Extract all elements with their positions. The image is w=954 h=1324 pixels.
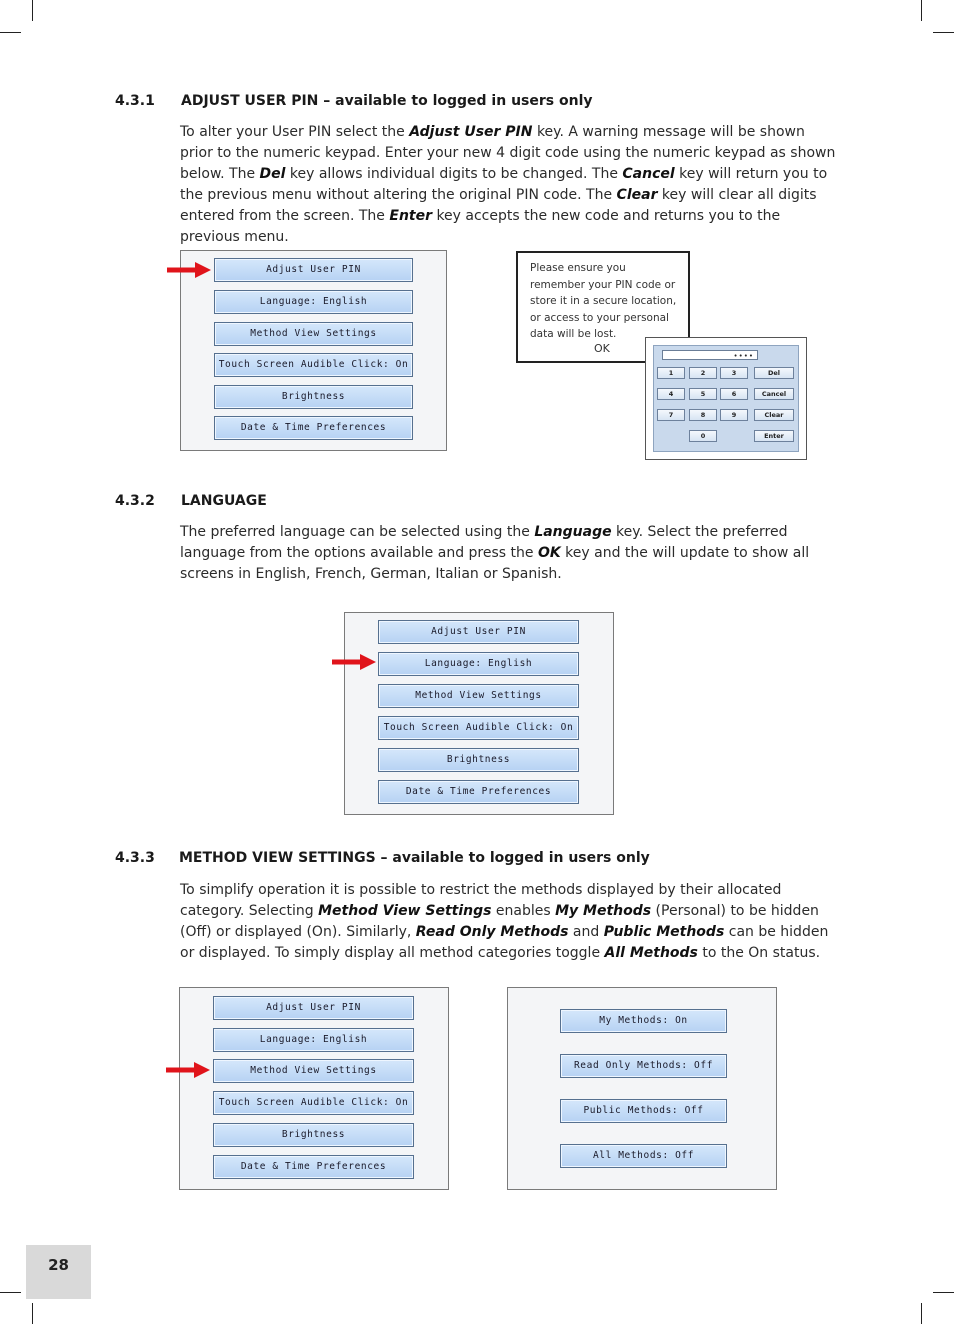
- emphasis-text: Public Methods: [603, 924, 725, 940]
- menu-button[interactable]: My Methods: On: [560, 1009, 727, 1033]
- body-text: key allows individual digits to be changed. The: [285, 166, 623, 182]
- body-text: to the On status.: [697, 945, 821, 961]
- body-text: key accepts the new code and returns you to the previous menu.: [180, 208, 781, 245]
- red-arrow-icon: [166, 1062, 210, 1078]
- keypad-key-2[interactable]: 2: [689, 367, 717, 379]
- emphasis-text: All Methods: [604, 945, 698, 961]
- keypad-key-8[interactable]: 8: [689, 409, 717, 421]
- red-arrow-icon: [167, 262, 211, 278]
- keypad-key-9[interactable]: 9: [720, 409, 748, 421]
- menu-button[interactable]: Adjust User PIN: [213, 996, 414, 1020]
- menu-button[interactable]: Brightness: [378, 748, 579, 772]
- menu-button[interactable]: Date & Time Preferences: [213, 1155, 414, 1179]
- crop-mark: [933, 1292, 954, 1293]
- keypad-key-enter[interactable]: Enter: [754, 430, 794, 442]
- emphasis-text: Method View Settings: [318, 903, 492, 919]
- keypad-key-3[interactable]: 3: [720, 367, 748, 379]
- keypad-key-1[interactable]: 1: [657, 367, 685, 379]
- section-number: 4.3.2: [115, 493, 155, 509]
- emphasis-text: Read Only Methods: [415, 924, 569, 940]
- body-text: key. A warning message will be shown prior to the numeric keypad. Enter your new 4 digit code using the numeric keypad as shown below. The: [180, 124, 836, 182]
- menu-button[interactable]: Language: English: [214, 290, 413, 314]
- crop-mark: [921, 0, 922, 21]
- body-text: key will return you to the previous menu without altering the original PIN code. The: [180, 166, 828, 203]
- emphasis-text: OK: [537, 545, 561, 561]
- ok-button[interactable]: OK: [594, 342, 610, 355]
- menu-button[interactable]: Date & Time Preferences: [214, 416, 413, 440]
- keypad-key-clear[interactable]: Clear: [754, 409, 794, 421]
- crop-mark: [921, 1303, 922, 1324]
- keypad-key-4[interactable]: 4: [657, 388, 685, 400]
- crop-mark: [32, 1303, 33, 1324]
- body-text: enables: [491, 903, 556, 919]
- crop-mark: [32, 0, 33, 21]
- emphasis-text: Adjust User PIN: [409, 124, 533, 140]
- menu-button[interactable]: Touch Screen Audible Click: On: [214, 353, 413, 377]
- menu-button[interactable]: Method View Settings: [213, 1059, 414, 1083]
- crop-mark: [0, 1292, 21, 1293]
- menu-button[interactable]: Brightness: [213, 1123, 414, 1147]
- keypad-key-del[interactable]: Del: [754, 367, 794, 379]
- menu-button[interactable]: Adjust User PIN: [214, 258, 413, 282]
- emphasis-text: Clear: [616, 187, 658, 203]
- section-title: METHOD VIEW SETTINGS – available to logged in users only: [179, 850, 650, 866]
- keypad-key-6[interactable]: 6: [720, 388, 748, 400]
- body-text: key will clear all digits entered from the screen. The: [180, 187, 817, 224]
- menu-button[interactable]: Language: English: [213, 1028, 414, 1052]
- menu-button[interactable]: Adjust User PIN: [378, 620, 579, 644]
- body-text: (Personal) to be hidden (Off) or displayed (On). Similarly,: [180, 903, 819, 940]
- section-paragraph: [180, 522, 840, 585]
- emphasis-text: My Methods: [555, 903, 652, 919]
- pin-display: ••••: [662, 350, 758, 360]
- menu-button[interactable]: Method View Settings: [378, 684, 579, 708]
- body-text: can be hidden or displayed. To simply display all method categories toggle: [180, 924, 829, 961]
- body-text: key and the will update to show all screens in English, French, German, Italian or Spanish.: [180, 545, 810, 582]
- body-text: The preferred language can be selected using the: [180, 524, 535, 540]
- menu-button[interactable]: Touch Screen Audible Click: On: [213, 1091, 414, 1115]
- section-title: LANGUAGE: [181, 493, 267, 509]
- menu-button[interactable]: Touch Screen Audible Click: On: [378, 716, 579, 740]
- menu-button[interactable]: Public Methods: Off: [560, 1099, 727, 1123]
- emphasis-text: Language: [534, 524, 612, 540]
- body-text: To alter your User PIN select the: [180, 124, 410, 140]
- menu-button[interactable]: Read Only Methods: Off: [560, 1054, 727, 1078]
- menu-button[interactable]: Method View Settings: [214, 322, 413, 346]
- menu-button[interactable]: All Methods: Off: [560, 1144, 727, 1168]
- menu-button[interactable]: Date & Time Preferences: [378, 780, 579, 804]
- section-title: ADJUST USER PIN – available to logged in users only: [181, 93, 593, 109]
- emphasis-text: Cancel: [622, 166, 675, 182]
- keypad-key-7[interactable]: 7: [657, 409, 685, 421]
- emphasis-text: Del: [259, 166, 286, 182]
- emphasis-text: Enter: [389, 208, 432, 224]
- section-number: 4.3.1: [115, 93, 155, 109]
- red-arrow-icon: [332, 654, 376, 670]
- page-number: 28: [26, 1245, 91, 1299]
- section-paragraph: [180, 880, 840, 964]
- keypad-key-0[interactable]: 0: [689, 430, 717, 442]
- section-number: 4.3.3: [115, 850, 155, 866]
- crop-mark: [933, 32, 954, 33]
- numeric-keypad: [645, 337, 807, 460]
- crop-mark: [0, 32, 21, 33]
- body-text: and: [568, 924, 604, 940]
- menu-button[interactable]: Brightness: [214, 385, 413, 409]
- warning-message: Please ensure you remember your PIN code or store it in a secure location, or access to your personal data will be lost.: [530, 262, 677, 340]
- keypad-key-cancel[interactable]: Cancel: [754, 388, 794, 400]
- body-text: To simplify operation it is possible to restrict the methods displayed by their allocated category. Selecting: [180, 882, 782, 919]
- keypad-key-5[interactable]: 5: [689, 388, 717, 400]
- section-paragraph: [180, 122, 840, 248]
- body-text: key. Select the preferred language from the options available and press the: [180, 524, 788, 561]
- menu-button[interactable]: Language: English: [378, 652, 579, 676]
